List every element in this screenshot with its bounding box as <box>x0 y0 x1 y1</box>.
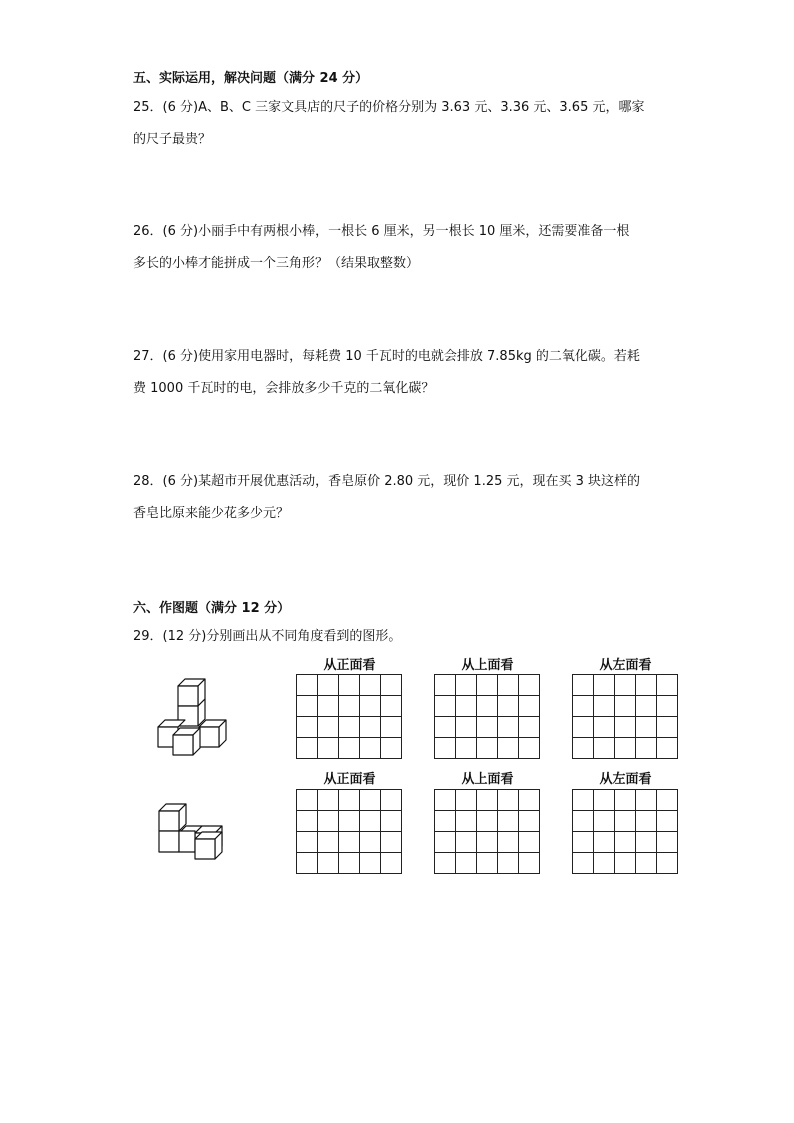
grid-cell[interactable] <box>435 675 456 696</box>
grid-cell[interactable] <box>594 853 615 874</box>
grid-cell[interactable] <box>381 675 402 696</box>
grid-cell[interactable] <box>477 675 498 696</box>
grid-cell[interactable] <box>573 832 594 853</box>
grid-cell[interactable] <box>456 811 477 832</box>
grid-cell[interactable] <box>339 832 360 853</box>
grid-cell[interactable] <box>339 696 360 717</box>
drawing-grid-left-2[interactable] <box>572 789 679 874</box>
question-29: 29．(12 分)分别画出从不同角度看到的图形。 <box>133 629 402 644</box>
grid-cell[interactable] <box>435 853 456 874</box>
grid-cell[interactable] <box>573 853 594 874</box>
grid-cell[interactable] <box>636 832 657 853</box>
grid-cell[interactable] <box>318 717 339 738</box>
grid-row <box>573 717 678 738</box>
grid-cell[interactable] <box>297 675 318 696</box>
grid-cell[interactable] <box>456 790 477 811</box>
grid-label-left-1: 从左面看 <box>599 658 652 673</box>
cube-figure-1 <box>155 675 235 760</box>
grid-cell[interactable] <box>657 738 678 759</box>
grid-cell[interactable] <box>339 790 360 811</box>
grid-cell[interactable] <box>456 853 477 874</box>
grid-cell[interactable] <box>297 717 318 738</box>
grid-cell[interactable] <box>477 811 498 832</box>
grid-cell[interactable] <box>297 738 318 759</box>
grid-row <box>573 853 678 874</box>
grid-cell[interactable] <box>360 832 381 853</box>
grid-cell[interactable] <box>573 790 594 811</box>
grid-row <box>297 790 402 811</box>
grid-row <box>435 738 540 759</box>
grid-cell[interactable] <box>360 696 381 717</box>
grid-cell[interactable] <box>594 696 615 717</box>
grid-cell[interactable] <box>456 696 477 717</box>
grid-cell[interactable] <box>339 717 360 738</box>
grid-cell[interactable] <box>615 696 636 717</box>
grid-cell[interactable] <box>519 811 540 832</box>
grid-row <box>297 811 402 832</box>
question-26-line1: 26．(6 分)小丽手中有两根小棒，一根长 6 厘米，另一根长 10 厘米，还需要准备一根 <box>133 224 630 239</box>
question-27 <box>133 341 673 405</box>
grid-cell[interactable] <box>615 790 636 811</box>
grid-row <box>573 675 678 696</box>
grid-cell[interactable] <box>519 738 540 759</box>
grid-label-front-2: 从正面看 <box>323 772 376 787</box>
grid-cell[interactable] <box>657 717 678 738</box>
grid-cell[interactable] <box>477 738 498 759</box>
grid-row <box>435 832 540 853</box>
grid-cell[interactable] <box>573 675 594 696</box>
grid-cell[interactable] <box>318 853 339 874</box>
grid-cell[interactable] <box>381 832 402 853</box>
grid-cell[interactable] <box>615 675 636 696</box>
drawing-grid-top-1[interactable] <box>434 674 541 759</box>
grid-row <box>435 811 540 832</box>
grid-cell[interactable] <box>435 811 456 832</box>
grid-cell[interactable] <box>477 853 498 874</box>
grid-cell[interactable] <box>360 811 381 832</box>
grid-row <box>435 696 540 717</box>
grid-cell[interactable] <box>615 853 636 874</box>
grid-row <box>435 790 540 811</box>
drawing-grid-front-2[interactable] <box>296 789 403 874</box>
grid-cell[interactable] <box>477 717 498 738</box>
grid-cell[interactable] <box>456 717 477 738</box>
grid-cell[interactable] <box>519 675 540 696</box>
grid-row <box>297 696 402 717</box>
grid-cell[interactable] <box>573 696 594 717</box>
section-5-title: 五、实际运用，解决问题（满分 24 分） <box>133 71 369 86</box>
grid-cell[interactable] <box>477 696 498 717</box>
grid-label-top-2: 从上面看 <box>461 772 514 787</box>
grid-cell[interactable] <box>360 738 381 759</box>
grid-cell[interactable] <box>657 675 678 696</box>
grid-cell[interactable] <box>318 832 339 853</box>
cube-figure-2 <box>155 800 235 862</box>
grid-cell[interactable] <box>381 811 402 832</box>
grid-cell[interactable] <box>657 811 678 832</box>
grid-cell[interactable] <box>360 790 381 811</box>
grid-cell[interactable] <box>360 853 381 874</box>
question-25-line1: 25．(6 分)A、B、C 三家文具店的尺子的价格分别为 3.63 元、3.36 元、3.65 元，哪家 <box>133 100 645 115</box>
grid-cell[interactable] <box>381 853 402 874</box>
question-25 <box>133 92 673 156</box>
grid-row <box>297 738 402 759</box>
grid-cell[interactable] <box>615 717 636 738</box>
grid-cell[interactable] <box>594 675 615 696</box>
grid-cell[interactable] <box>360 675 381 696</box>
grid-row <box>297 717 402 738</box>
grid-cell[interactable] <box>477 832 498 853</box>
grid-cell[interactable] <box>297 696 318 717</box>
grid-cell[interactable] <box>498 811 519 832</box>
grid-cell[interactable] <box>318 811 339 832</box>
grid-cell[interactable] <box>435 790 456 811</box>
grid-cell[interactable] <box>297 832 318 853</box>
grid-row <box>573 811 678 832</box>
grid-row <box>435 717 540 738</box>
grid-cell[interactable] <box>381 696 402 717</box>
grid-cell[interactable] <box>318 790 339 811</box>
grid-cell[interactable] <box>636 675 657 696</box>
grid-cell[interactable] <box>456 675 477 696</box>
question-27-line1: 27．(6 分)使用家用电器时，每耗费 10 千瓦时的电就会排放 7.85kg 的二氧化碳。若耗 <box>133 349 640 364</box>
question-28-line2: 香皂比原来能少花多少元？ <box>133 506 290 521</box>
grid-cell[interactable] <box>435 696 456 717</box>
grid-cell[interactable] <box>573 811 594 832</box>
question-28-line1: 28．(6 分)某超市开展优惠活动，香皂原价 2.80 元，现价 1.25 元，现在买 3 块这样的 <box>133 474 641 489</box>
grid-cell[interactable] <box>594 790 615 811</box>
grid-cell[interactable] <box>456 832 477 853</box>
grid-cell[interactable] <box>636 790 657 811</box>
drawing-grid-left-1[interactable] <box>572 674 679 759</box>
grid-cell[interactable] <box>339 811 360 832</box>
grid-cell[interactable] <box>318 696 339 717</box>
grid-cell[interactable] <box>498 832 519 853</box>
question-28 <box>133 466 673 530</box>
grid-cell[interactable] <box>636 696 657 717</box>
grid-cell[interactable] <box>339 675 360 696</box>
grid-cell[interactable] <box>573 738 594 759</box>
grid-cell[interactable] <box>339 738 360 759</box>
grid-row <box>573 738 678 759</box>
grid-cell[interactable] <box>477 790 498 811</box>
grid-cell[interactable] <box>594 811 615 832</box>
grid-cell[interactable] <box>297 790 318 811</box>
grid-cell[interactable] <box>519 696 540 717</box>
grid-row <box>297 675 402 696</box>
question-25-line2: 的尺子最贵？ <box>133 132 212 147</box>
question-26-line2: 多长的小棒才能拼成一个三角形？（结果取整数） <box>133 256 420 271</box>
grid-row <box>573 790 678 811</box>
grid-cell[interactable] <box>657 832 678 853</box>
grid-cell[interactable] <box>297 811 318 832</box>
grid-cell[interactable] <box>594 717 615 738</box>
grid-cell[interactable] <box>381 738 402 759</box>
grid-cell[interactable] <box>636 853 657 874</box>
grid-cell[interactable] <box>381 717 402 738</box>
grid-row <box>435 853 540 874</box>
grid-row <box>297 853 402 874</box>
grid-cell[interactable] <box>615 811 636 832</box>
drawing-grid-front-1[interactable] <box>296 674 403 759</box>
grid-cell[interactable] <box>636 738 657 759</box>
grid-label-left-2: 从左面看 <box>599 772 652 787</box>
grid-cell[interactable] <box>657 790 678 811</box>
grid-row <box>435 675 540 696</box>
grid-cell[interactable] <box>435 717 456 738</box>
grid-cell[interactable] <box>498 738 519 759</box>
grid-cell[interactable] <box>615 832 636 853</box>
grid-cell[interactable] <box>498 717 519 738</box>
grid-cell[interactable] <box>657 853 678 874</box>
grid-row <box>297 832 402 853</box>
drawing-grid-top-2[interactable] <box>434 789 541 874</box>
grid-cell[interactable] <box>519 717 540 738</box>
grid-cell[interactable] <box>498 696 519 717</box>
question-27-line2: 费 1000 千瓦时的电，会排放多少千克的二氧化碳？ <box>133 381 435 396</box>
grid-cell[interactable] <box>339 853 360 874</box>
grid-cell[interactable] <box>519 790 540 811</box>
grid-cell[interactable] <box>519 853 540 874</box>
grid-cell[interactable] <box>456 738 477 759</box>
grid-cell[interactable] <box>498 790 519 811</box>
grid-cell[interactable] <box>636 717 657 738</box>
grid-cell[interactable] <box>381 790 402 811</box>
grid-cell[interactable] <box>318 738 339 759</box>
grid-cell[interactable] <box>636 811 657 832</box>
section-6-title: 六、作图题（满分 12 分） <box>133 601 291 616</box>
grid-label-front-1: 从正面看 <box>323 658 376 673</box>
grid-cell[interactable] <box>435 738 456 759</box>
grid-cell[interactable] <box>519 832 540 853</box>
grid-cell[interactable] <box>360 717 381 738</box>
grid-cell[interactable] <box>573 717 594 738</box>
grid-cell[interactable] <box>594 738 615 759</box>
grid-cell[interactable] <box>657 696 678 717</box>
grid-cell[interactable] <box>594 832 615 853</box>
grid-label-top-1: 从上面看 <box>461 658 514 673</box>
grid-cell[interactable] <box>318 675 339 696</box>
grid-cell[interactable] <box>498 675 519 696</box>
question-26 <box>133 216 673 280</box>
grid-cell[interactable] <box>297 853 318 874</box>
grid-row <box>573 696 678 717</box>
grid-cell[interactable] <box>435 832 456 853</box>
grid-cell[interactable] <box>498 853 519 874</box>
grid-cell[interactable] <box>615 738 636 759</box>
grid-row <box>573 832 678 853</box>
